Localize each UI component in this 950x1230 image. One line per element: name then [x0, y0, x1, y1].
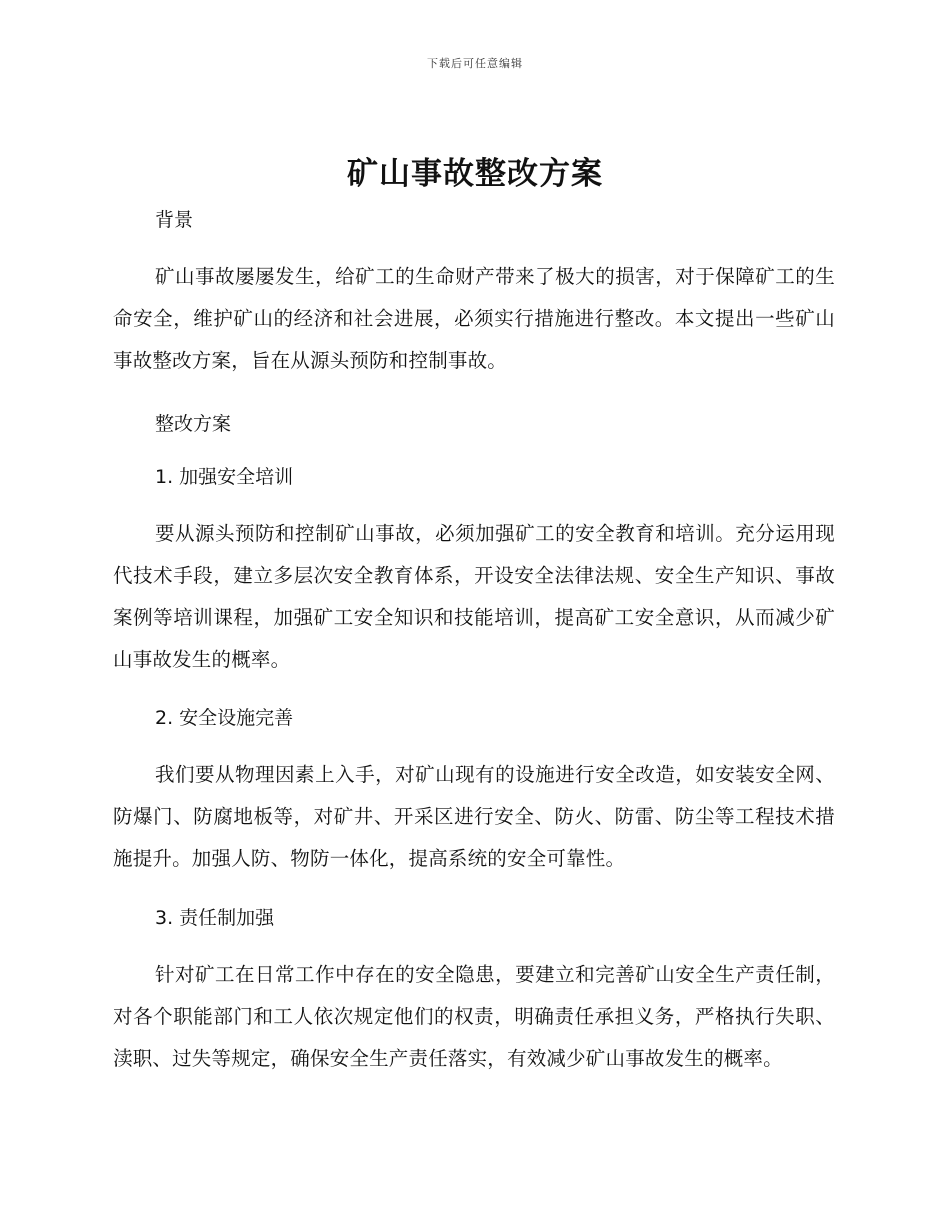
document-title: 矿山事故整改方案: [347, 156, 603, 192]
paragraph-safety-facilities: 我们要从物理因素上入手，对矿山现有的设施进行安全改造，如安装安全网、防爆门、防腐地板等，对矿井、开采区进行安全、防火、防雷、防尘等工程技术措施提升。加强人防、物防一体化，提高系统的安全可靠性。: [113, 763, 835, 870]
section-heading-plan: 整改方案: [155, 413, 232, 435]
paragraph-safety-training: 要从源头预防和控制矿山事故，必须加强矿工的安全教育和培训。充分运用现代技术手段，建立多层次安全教育体系，开设安全法律法规、安全生产知识、事故案例等培训课程，加强矿工安全知识和技能培训，提高矿工安全意识，从而减少矿山事故发生的概率。: [113, 522, 835, 671]
document-body: [113, 205, 835, 1080]
subheading-responsibility: 3. 责任制加强: [155, 907, 275, 929]
subheading-safety-facilities: 2. 安全设施完善: [155, 707, 294, 729]
paragraph-responsibility: 针对矿工在日常工作中存在的安全隐患，要建立和完善矿山安全生产责任制，对各个职能部门和工人依次规定他们的权责，明确责任承担义务，严格执行失职、渎职、过失等规定，确保安全生产责任落实，有效减少矿山事故发生的概率。: [113, 963, 835, 1070]
header-note: 下载后可任意编辑: [427, 57, 523, 70]
paragraph-background: 矿山事故屡屡发生，给矿工的生命财产带来了极大的损害，对于保障矿工的生命安全，维护矿山的经济和社会进展，必须实行措施进行整改。本文提出一些矿山事故整改方案，旨在从源头预防和控制事故。: [113, 265, 835, 372]
subheading-safety-training: 1. 加强安全培训: [155, 466, 294, 488]
section-heading-background: 背景: [155, 209, 194, 231]
